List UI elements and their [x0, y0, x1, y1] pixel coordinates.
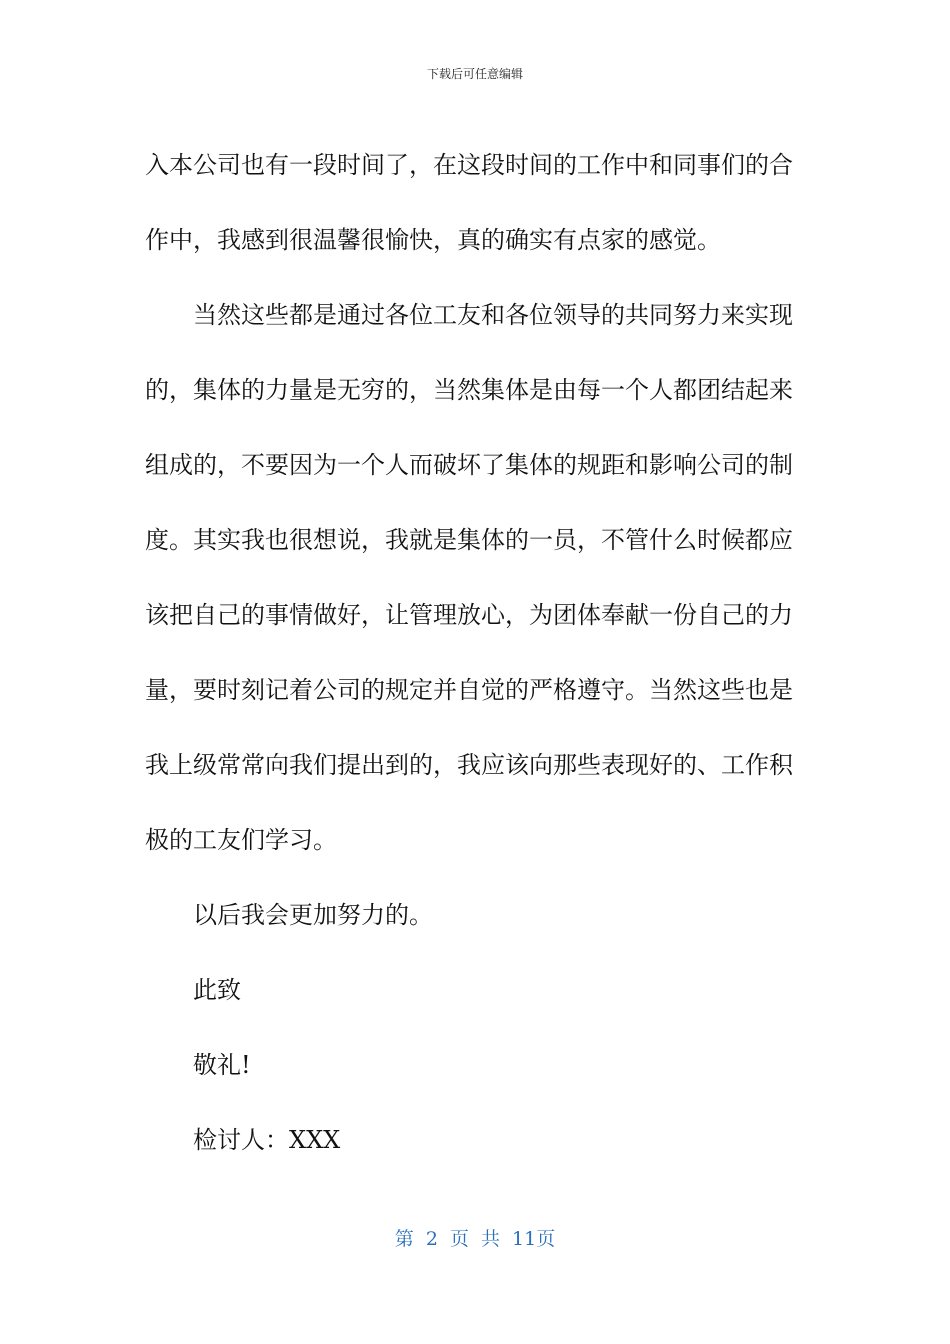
body-line: 我上级常常向我们提出到的，我应该向那些表现好的、工作积 [145, 751, 793, 779]
body-line: 组成的，不要因为一个人而破坏了集体的规距和影响公司的制 [145, 451, 793, 479]
body-line: 当然这些都是通过各位工友和各位领导的共同努力来实现 [193, 301, 793, 329]
body-line: 入本公司也有一段时间了，在这段时间的工作中和同事们的合 [145, 151, 793, 179]
closing-statement: 以后我会更加努力的。 [193, 901, 433, 929]
body-line: 量，要时刻记着公司的规定并自觉的严格遵守。当然这些也是 [145, 676, 793, 704]
signature: 检讨人：XXX [193, 1126, 341, 1154]
body-line: 度。其实我也很想说，我就是集体的一员，不管什么时候都应 [145, 526, 793, 554]
page-header: 下载后可任意编辑 [426, 67, 523, 81]
page-number: 第 2 页 共 11页 [394, 1228, 556, 1250]
body-line: 该把自己的事情做好，让管理放心，为团体奉献一份自己的力 [145, 601, 793, 629]
document-body [145, 128, 793, 1178]
body-line: 作中，我感到很温馨很愉快，真的确实有点家的感觉。 [145, 226, 721, 254]
body-line: 极的工友们学习。 [145, 826, 337, 854]
body-line: 的，集体的力量是无穷的，当然集体是由每一个人都团结起来 [145, 376, 793, 404]
salutation: 此致 [193, 976, 241, 1004]
regards: 敬礼! [193, 1051, 251, 1079]
